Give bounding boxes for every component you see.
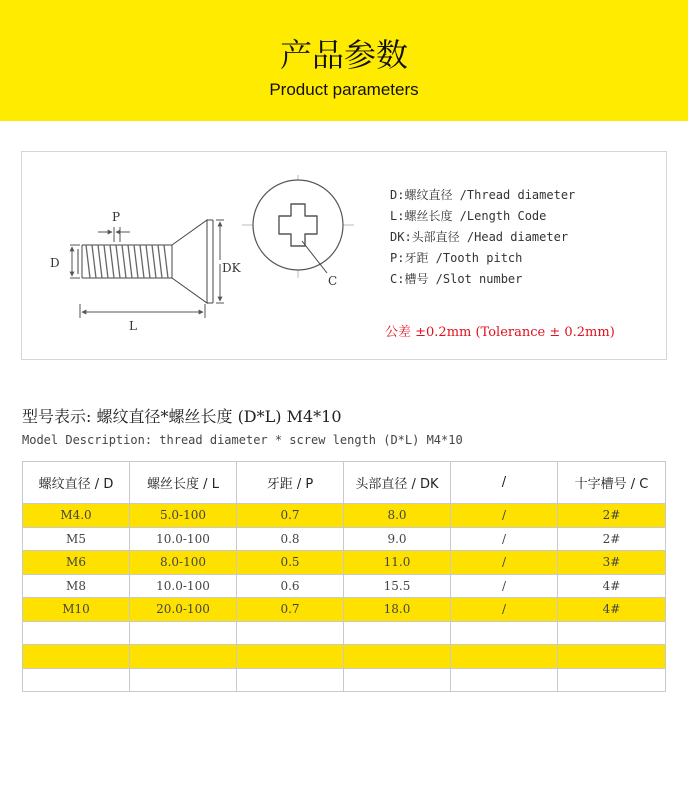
legend-item: DK:头部直径 /Head diameter [390, 230, 569, 244]
header-head-diameter: 头部直径 / DK [344, 462, 451, 504]
header-screw-length: 螺丝长度 / L [130, 462, 237, 504]
page-title: 产品参数 [279, 36, 408, 74]
table-row [23, 574, 666, 598]
table-cell [451, 668, 558, 692]
table-cell: 2# [558, 504, 666, 528]
table-cell: / [451, 504, 558, 528]
table-cell: 15.5 [344, 574, 451, 598]
label-c: C [328, 274, 338, 288]
table-cell: 0.7 [237, 504, 344, 528]
screw-top-view [242, 175, 354, 278]
table-cell: 0.6 [237, 574, 344, 598]
label-p: P [112, 210, 121, 224]
screw-diagram-panel [21, 151, 667, 360]
model-description: Model Description: thread diameter * screw length (D*L) M4*10 [22, 433, 463, 447]
table-row [23, 504, 666, 528]
table-cell: 4# [558, 574, 666, 598]
table-cell: 2# [558, 527, 666, 551]
table-cell: 10.0-100 [130, 574, 237, 598]
header-banner [0, 0, 688, 121]
table-cell: 3# [558, 551, 666, 575]
model-title: 型号表示: 螺纹直径*螺丝长度 (D*L) M4*10 [22, 407, 342, 426]
table-cell [344, 621, 451, 645]
table-cell [130, 645, 237, 669]
table-cell [23, 621, 130, 645]
table-cell [344, 668, 451, 692]
legend-item: P:牙距 /Tooth pitch [390, 251, 523, 265]
table-cell: M6 [23, 551, 130, 575]
table-cell: 0.7 [237, 598, 344, 622]
table-cell: 8.0 [344, 504, 451, 528]
table-cell: M8 [23, 574, 130, 598]
table-cell [558, 621, 666, 645]
table-cell [558, 668, 666, 692]
tolerance-note: 公差 ±0.2mm (Tolerance ± 0.2mm) [385, 325, 615, 340]
table-row [23, 621, 666, 645]
table-cell: 11.0 [344, 551, 451, 575]
table-cell [23, 668, 130, 692]
table-cell: / [451, 551, 558, 575]
label-dk: DK [222, 261, 241, 275]
length-dimension [80, 304, 205, 318]
spec-table [22, 461, 666, 692]
table-cell [130, 621, 237, 645]
table-cell [451, 645, 558, 669]
table-cell [130, 668, 237, 692]
table-row [23, 645, 666, 669]
legend-item: C:槽号 /Slot number [390, 272, 523, 286]
table-row [23, 527, 666, 551]
table-cell: 9.0 [344, 527, 451, 551]
table-cell: 0.8 [237, 527, 344, 551]
table-cell: / [451, 527, 558, 551]
table-cell [23, 645, 130, 669]
table-cell: M10 [23, 598, 130, 622]
table-cell: M4.0 [23, 504, 130, 528]
legend-item: L:螺丝长度 /Length Code [390, 209, 547, 223]
table-row [23, 668, 666, 692]
page-subtitle: Product parameters [269, 80, 419, 99]
table-cell [237, 645, 344, 669]
table-header-row [23, 462, 666, 504]
table-row [23, 551, 666, 575]
header-thread-diameter: 螺纹直径 / D [23, 462, 130, 504]
table-cell: 4# [558, 598, 666, 622]
table-cell [558, 645, 666, 669]
table-cell: 10.0-100 [130, 527, 237, 551]
table-cell: 5.0-100 [130, 504, 237, 528]
table-cell: M5 [23, 527, 130, 551]
pitch-dimension [98, 227, 130, 242]
dimension-legend [390, 185, 575, 290]
table-cell: 0.5 [237, 551, 344, 575]
label-d: D [50, 256, 60, 270]
table-cell [451, 621, 558, 645]
table-cell: 20.0-100 [130, 598, 237, 622]
table-cell: 8.0-100 [130, 551, 237, 575]
table-row [23, 598, 666, 622]
table-cell: / [451, 598, 558, 622]
header-slot-number: 十字槽号 / C [558, 462, 666, 504]
table-cell: / [451, 574, 558, 598]
header-blank: / [451, 462, 558, 504]
table-cell [237, 668, 344, 692]
label-l: L [129, 319, 137, 333]
table-cell: 18.0 [344, 598, 451, 622]
legend-item: D:螺纹直径 /Thread diameter [390, 188, 576, 202]
header-pitch: 牙距 / P [237, 462, 344, 504]
table-cell [344, 645, 451, 669]
table-cell [237, 621, 344, 645]
